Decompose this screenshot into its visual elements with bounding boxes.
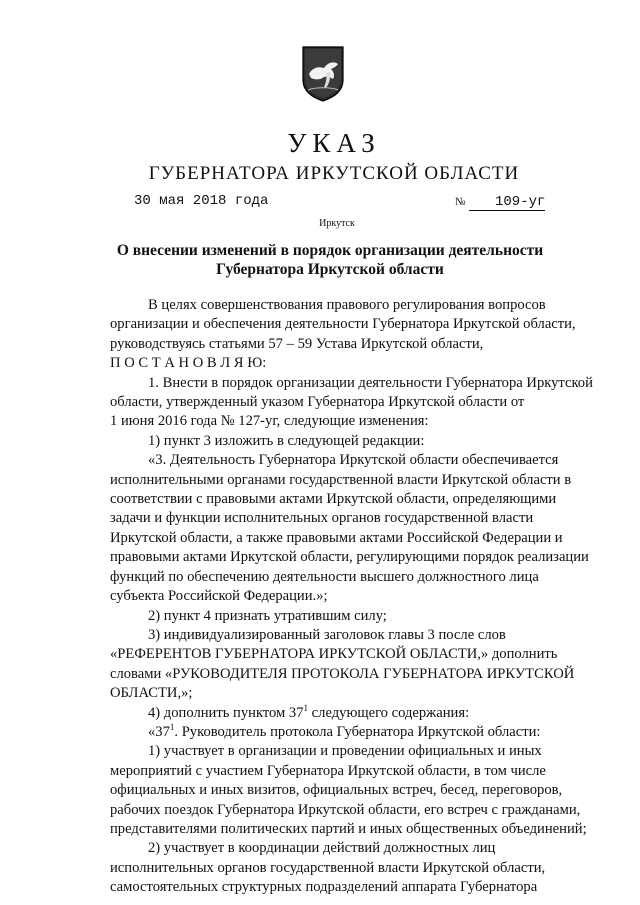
subitem-3-line-3: словами «РУКОВОДИТЕЛЯ ПРОТОКОЛА ГУБЕРНАТОРА ИРКУТСКОЙ [110,665,575,682]
point-37-1-title [110,723,610,742]
new-text-line-5: Иркутской области, а также правовыми актами Российской Федерации и [110,529,563,546]
issuer-title: ГУБЕРНАТОРА ИРКУТСКОЙ ОБЛАСТИ [148,163,520,184]
duty-1-line-1: 1) участвует в организации и проведении официальных и иных [148,743,542,760]
decree-date: 30 мая 2018 года [134,193,269,209]
duty-1-line-2: мероприятий с участием Губернатора Иркутской области, в том числе [110,762,546,779]
heading-line-1: О внесении изменений в порядок организации деятельности [116,242,544,259]
new-text-line-2: исполнительными органами государственной власти Иркутской области в [110,471,572,488]
new-text-line-6: правовыми актами Иркутской области, регулирующими порядок реализации [110,549,589,566]
subitem-4 [110,704,610,723]
duty-2-line-1: 2) участвует в координации действий должностных лиц [148,840,496,857]
number-sign: № [455,196,466,208]
duty-1-line-5: представителями политических партий и иных общественных объединений; [110,820,587,837]
decree-number-block [455,194,545,211]
subitem-4-tail: следующего содержания: [308,704,470,721]
duty-1-line-3: официальных и иных визитов, официальных встреч, бесед, переговоров, [110,782,563,799]
subitem-1: 1) пункт 3 изложить в следующей редакции: [148,432,425,449]
preamble-line-1: В целях совершенствования правового регулирования вопросов [148,297,546,313]
subitem-3-line-4: ОБЛАСТИ,»; [110,685,193,702]
duty-1-line-4: рабочих поездок Губернатора Иркутской области, его встреч с гражданами, [110,801,581,818]
subitem-3-line-1: 3) индивидуализированный заголовок главы 3 после слов [148,626,506,643]
subitem-2: 2) пункт 4 признать утратившим силу; [148,607,387,624]
duty-2-line-2: исполнительных органов государственной власти Иркутской области, [110,859,546,876]
point-37-1-text: . Руководитель протокола Губернатора Иркутской области: [174,723,541,740]
item-1-line-2: области, утвержденный указом Губернатора Иркутской области от [110,394,525,411]
decree-word: П О С Т А Н О В Л Я Ю: [110,355,267,372]
point-37-1-superscript: 1 [169,722,175,733]
coat-of-arms-icon [300,44,346,102]
new-text-line-8: субъекта Российской Федерации.»; [110,588,328,605]
document-type: УКАЗ [287,128,381,158]
preamble-line-3: руководствуясь статьями 57 – 59 Устава Иркутской области, [110,335,484,352]
subitem-3-line-2: «РЕФЕРЕНТОВ ГУБЕРНАТОРА ИРКУТСКОЙ ОБЛАСТИ,» дополнить [110,646,558,663]
decree-body [110,296,610,898]
decree-heading [60,241,600,279]
new-text-line-7: функций по обеспечению деятельности высшего должностного лица [110,568,539,585]
decree-number: 109-уг [469,194,545,211]
new-text-line-3: соответствии с правовыми актами Иркутской области, определяющими [110,491,557,508]
subitem-4-text: 4) дополнить пунктом 37 [148,704,304,721]
duty-2-line-3: самостоятельных структурных подразделений аппарата Губернатора [110,879,538,896]
point-37-1-number: «37 [148,723,170,740]
item-1-line-1: 1. Внести в порядок организации деятельности Губернатора Иркутской [148,374,593,391]
item-1-line-3: 1 июня 2016 года № 127-уг, следующие изменения: [110,413,429,430]
city-label: Иркутск [319,218,355,229]
subitem-4-superscript: 1 [303,702,309,713]
new-text-line-1: «3. Деятельность Губернатора Иркутской области обеспечивается [148,452,559,469]
new-text-line-4: задачи и функции исполнительных органов государственной власти [110,510,534,527]
preamble-line-2: организации и обеспечения деятельности Губернатора Иркутской области, [110,316,576,333]
heading-line-2: Губернатора Иркутской области [216,261,444,278]
